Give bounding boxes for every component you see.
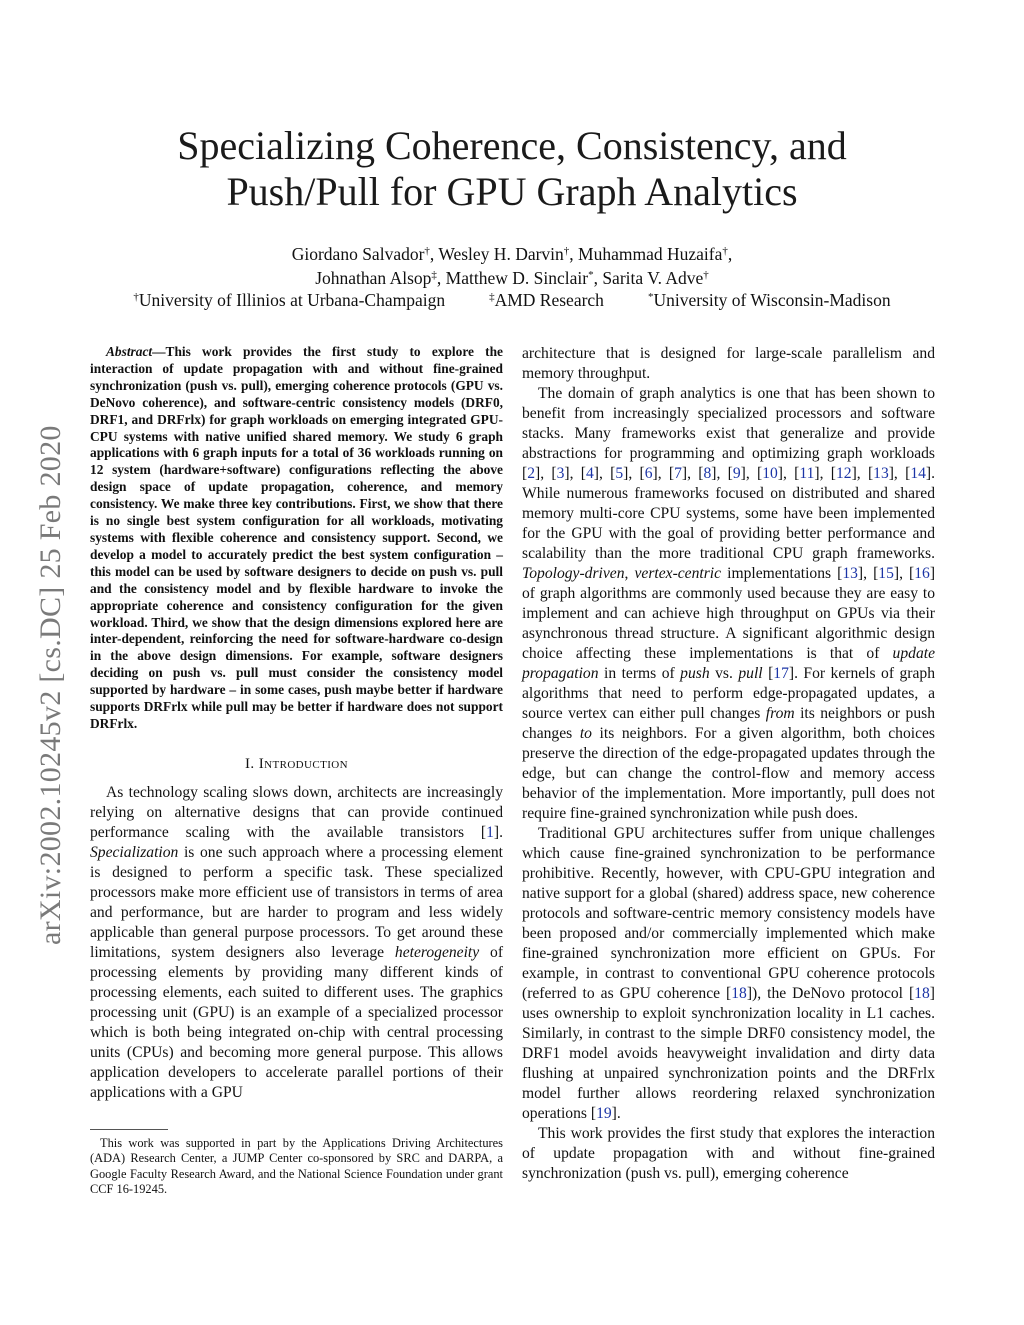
affiliation-mark: †	[133, 291, 139, 303]
citation-link[interactable]: 1	[486, 823, 494, 841]
affiliation	[133, 288, 445, 312]
affiliation-mark: †	[722, 245, 728, 257]
footnote-divider	[90, 1129, 168, 1130]
citation-link[interactable]: 6	[644, 465, 653, 482]
intro-paragraph-continued: architecture that is designed for large-scale parallelism and memory throughput.	[522, 345, 935, 382]
author-name: Johnathan Alsop	[315, 268, 432, 288]
citation-link[interactable]: 5	[615, 465, 624, 482]
citation-link[interactable]: 17	[773, 665, 789, 682]
title-line-1: Specializing Coherence, Consistency, and	[177, 123, 847, 168]
affiliation	[648, 288, 891, 312]
title-line-2: Push/Pull for GPU Graph Analytics	[226, 169, 798, 214]
intro-paragraph-1: As technology scaling slows down, architects are increasingly relying on alternative designs that can provide continued performance scaling with the available transistors [1]. Specialization is one such approach where a processing element is designed to perform a specific task. These specialized processors make more efficient use of transistors in terms of area and performance, but are harder to program and less widely applicable than general purpose processors. To get around these limitations, system designers also leverage heterogeneity of processing elements by providing many different kinds of processing elements, each suited to different uses. The graphics processing unit (GPU) is an example of a specialized processor which is both being integrated on-chip with central processing units (CPUs) and becoming more general purpose. This allows application developers to accelerate parallel portions of their applications with a GPU	[90, 783, 504, 1101]
intro-paragraph-gpu-architectures: Traditional GPU architectures suffer from unique challenges which cause fine-grained synchronization to be performance prohibitive. Recently, however, with CPU-GPU integration and native support for a global (shared) address space, new coherence protocols and software-centric memory consistency models have been proposed and/or commercially implemented which make fine-grained synchronization more efficient on GPUs. For example, in contrast to conventional GPU coherence protocols (referred to as GPU coherence [18]), the DeNovo protocol [18] uses ownership to exploit synchronization locality in L1 caches. Similarly, in contrast to the simple DRF0 consistency model, the DRF1 model avoids heavyweight invalidation and dirty data flushing at unpaired synchronization points and the DRFrlx model further allows reordering relaxed synchronization operations [19].	[522, 825, 935, 1122]
section-number: I.	[245, 755, 255, 772]
right-column	[522, 344, 935, 1184]
emphasized-text: to	[579, 725, 592, 742]
citation-link[interactable]: 8	[703, 465, 712, 482]
section-title: Introduction	[258, 755, 348, 772]
author-name: Muhammad Huzaifa	[578, 244, 723, 264]
citation-link[interactable]: 13	[873, 465, 889, 482]
citation-link[interactable]: 15	[878, 565, 894, 582]
emphasized-text: heterogeneity	[394, 943, 480, 961]
citation-link[interactable]: 14	[910, 465, 926, 482]
citation-link[interactable]: 3	[556, 465, 565, 482]
author-name: Giordano Salvador	[291, 244, 425, 264]
affiliation-name: University of Wisconsin-Madison	[653, 290, 891, 310]
citation-link[interactable]: 2	[527, 465, 535, 482]
emphasized-text: pull	[738, 665, 763, 682]
affiliation-mark: ‡	[489, 291, 495, 303]
affiliation-name: AMD Research	[494, 290, 604, 310]
citation-link[interactable]: 10	[762, 465, 778, 482]
abstract-label: Abstract	[106, 344, 153, 359]
affiliation-mark: ‡	[431, 269, 437, 281]
affiliations	[0, 288, 1024, 312]
paper-title	[0, 123, 1024, 215]
author-name: Wesley H. Darvin	[438, 244, 564, 264]
citation-link[interactable]: 9	[732, 465, 741, 482]
citation-link[interactable]: 13	[842, 565, 858, 582]
emphasized-text: push	[680, 665, 710, 682]
emphasized-text: Specialization	[90, 843, 179, 861]
affiliation-mark: *	[588, 269, 594, 281]
affiliation-name: University of Illinios at Urbana-Champaign	[138, 290, 446, 310]
left-column	[90, 344, 503, 1197]
affiliation-mark: †	[563, 245, 570, 257]
author-name: Matthew D. Sinclair	[445, 268, 589, 288]
authors-line-2: Johnathan Alsop‡, Matthew D. Sinclair*, Sarita V. Adve†	[315, 268, 709, 288]
emphasized-text: Topology-driven	[522, 565, 625, 582]
citation-link[interactable]: 4	[585, 465, 594, 482]
intro-paragraph-graph-analytics: The domain of graph analytics is one that has been shown to benefit from increasingly specialized processors and software stacks. Many frameworks exist that generalize and provide abstractions for programming and optimizing graph workloads [2], [3], [4], [5], [6], [7], [8], [9], [10], [11], [12], [13], [14]. While numerous frameworks focused on distributed and shared memory multi-core CPU systems, some have been implemented for the GPU with the goal of providing better performance and scalability than the more traditional CPU graph frameworks. Topology-driven, vertex-centric implementations [13], [15], [16] of graph algorithms are commonly used because they are easy to implement and can achieve high throughput on GPUs via their asynchronous thread structure. A significant algorithmic design choice affecting these implementations is that of update propagation in terms of push vs. pull [17]. For kernels of graph algorithms that need to perform edge-propagated updates, a source vertex can either pull changes from its neighbors or push changes to its neighbors. For a given algorithm, both choices preserve the direction of the edge-propagated updates through the edge, but can change the control-flow and memory access behavior of the implementation. More importantly, pull does not require fine-grained synchronization while push does.	[522, 385, 936, 822]
citation-link[interactable]: 16	[914, 565, 930, 582]
citation-link[interactable]: 18	[731, 985, 747, 1002]
citation-link[interactable]: 11	[799, 465, 815, 482]
abstract	[90, 344, 503, 733]
emphasized-text: vertex-centric	[634, 565, 722, 582]
affiliation-mark: †	[703, 269, 709, 281]
affiliation-mark: †	[424, 245, 430, 257]
emphasized-text: from	[765, 705, 795, 722]
citation-link[interactable]: 12	[835, 465, 852, 482]
citation-link[interactable]: 19	[596, 1105, 612, 1122]
author-list	[0, 242, 1024, 290]
affiliation-mark: *	[647, 291, 654, 303]
funding-footnote: This work was supported in part by the Applications Driving Architectures (ADA) Research Center, a JUMP Center co-sponsored by SRC and DARPA, a Google Faculty Research Award, and the National Science Foundation under grant CCF 16-19245.	[90, 1135, 503, 1197]
affiliation	[489, 288, 604, 312]
citation-link[interactable]: 18	[914, 985, 930, 1002]
abstract-text: —This work provides the first study to explore the interaction of update propagation with and without fine-grained synchronization (push vs. pull), emerging coherence protocols (GPU vs. DeNovo coherence), and software-centric consistency models (DRF0, DRF1, and DRFrlx) for graph workloads on emerging integrated GPU-CPU systems with native unified shared memory. We study 6 graph applications with 6 graph inputs for a total of 36 workloads running on 12 system (hardware+software) configurations reflecting the above design space of update propagation, coherence, and memory consistency. We make three key contributions. First, we show that there is no single best system configuration for all workloads, motivating systems with flexible coherence and consistency support. Second, we develop a model to accurately predict the best system configuration – this model can be used by software designers to decide on push vs. pull and the consistency model and by flexible hardware to invoke the appropriate coherence and consistency configuration for the given workload. Third, we show that the design dimensions explored here are inter-dependent, reinforcing the need for software-hardware co-design in the above design dimensions. For example, software designers deciding on push vs. pull must consider the consistency model supported by hardware – in some cases, push maybe better if hardware supports DRFrlx while pull may be better if hardware does not support DRFrlx.	[90, 344, 503, 731]
citation-link[interactable]: 7	[674, 465, 682, 482]
authors-line-1: Giordano Salvador†, Wesley H. Darvin†, Muhammad Huzaifa†,	[291, 244, 733, 264]
section-heading-introduction	[90, 755, 503, 773]
author-name: Sarita V. Adve	[602, 268, 704, 288]
emphasized-text: update propagation	[522, 645, 935, 682]
arxiv-identifier-stamp: arXiv:2002.10245v2 [cs.DC] 25 Feb 2020	[34, 425, 67, 945]
intro-paragraph-this-work: This work provides the first study that explores the interaction of update propagation with and without fine-grained synchronization (push vs. pull), emerging coherence	[522, 1125, 935, 1182]
